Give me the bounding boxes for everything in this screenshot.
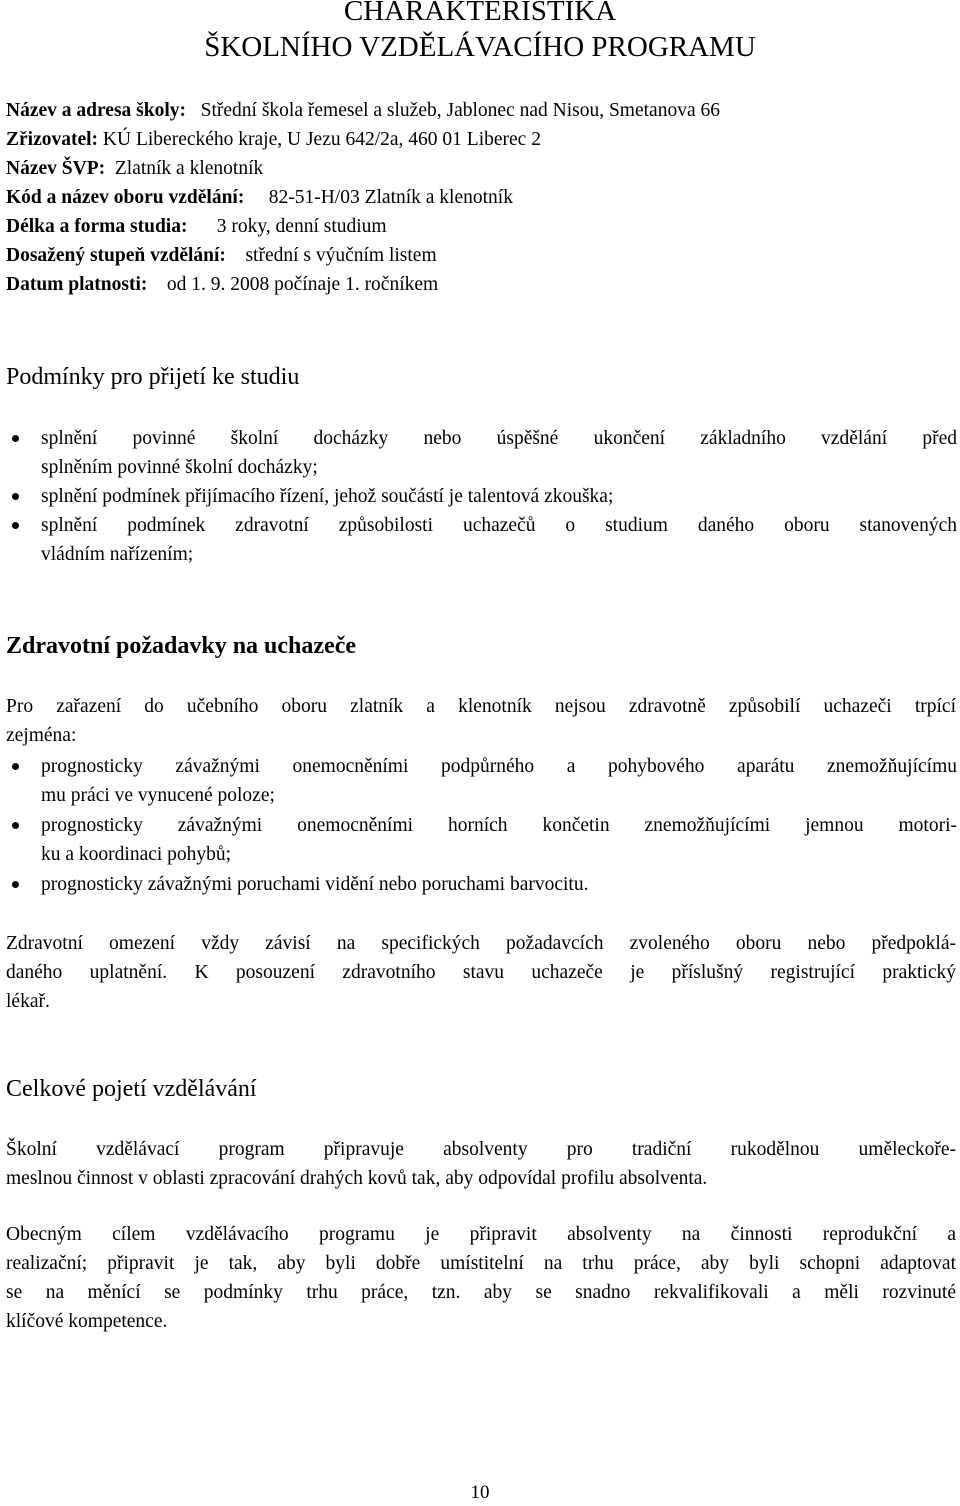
bullet-icon — [12, 522, 19, 529]
bullet-icon — [12, 881, 19, 888]
info-value: Zlatník a klenotník — [114, 158, 264, 179]
concept-paragraph-1: Školní vzdělávací program připravuje absolventy pro tradiční rukodělnou uměleckoře- meslnou činnost v oblasti zpracování drahých kovů tak, aby odpovídal profilu absolventa. — [6, 1139, 956, 1189]
bullet-icon — [12, 822, 19, 829]
document-page: CHARAKTERISTIKA ŠKOLNÍHO VZDĚLÁVACÍHO PROGRAMU Název a adresa školy: Střední škola řemesel a služeb, Jablonec nad Nisou, Smetanova 66 Zřizovatel: KÚ Libereckého kraje, U Jezu 642/2a, 460 01 Liberec 2 Název ŠVP: Zlatník a klenotník Kód a název oboru vzdělání: 82-51-H/03 Zlatník a klenotník Délka a forma studia: 3 roky, denní studium Dosažený stupeň vzdělání: střední s výučním listem Datum platnosti: od 1. 9. 2008 počínaje 1. ročníkem Podmínky pro přijetí ke studiu splnění povinné školní docházky nebo úspěšné ukončení základního vzdělání před splněním povinné školní docházky; splnění podmínek přijímacího řízení, jehož součástí je talentová zkouška; splnění podmínek zdravotní způsobilosti uchazečů o studium daného oboru stanovených vládním nařízením; Zdravotní požadavky na uchazeče Pro zařazení do učebního oboru zlatník a klenotník nejsou zdravotně způsobilí uchazeči trpící zejména: prognosticky závažnými onemocněními podpůrného a pohybového aparátu znemožňujícímu mu práci ve vynucené poloze; prognosticky závažnými onemocněními horních končetin znemožňujícími jemnou motori- ku a koordinaci pohybů; prognosticky závažnými poruchami vidění nebo poruchami barvocitu. Zdravotní omezení vždy závisí na specifických požadavcích zvoleného oboru nebo předpoklá- daného uplatnění. K posouzení zdravotního stavu uchazeče je příslušný registrující praktický lékař. Celkové pojetí vzdělávání Školní vzdělávací program připravuje absolventy pro tradiční rukodělnou uměleckoře- meslnou činnost v oblasti zpracování drahých kovů tak, aby odpovídal profilu absolventa. Obecným cílem vzdělávacího programu je připravit absolventy na činnosti reprodukční a realizační; připravit je tak, aby byli dobře umístitelní na trhu práce, aby byli schopni adaptovat se na měnící se podmínky trhu práce, tzn. aby se snadno rekvalifikovali a měli rozvinuté klíčové kompetence. 10 — [0, 0, 960, 1506]
info-row-study-length — [6, 215, 387, 239]
section-heading-concept: Celkové pojetí vzdělávání — [6, 1076, 257, 1102]
bullet-icon — [12, 763, 19, 770]
info-value: střední s výučním listem — [245, 245, 437, 266]
bullet-icon — [12, 493, 19, 500]
info-row-degree — [6, 244, 437, 268]
info-value: 82-51-H/03 Zlatník a klenotník — [268, 187, 513, 208]
info-value: 3 roky, denní studium — [216, 216, 387, 237]
info-row-field-code — [6, 186, 513, 210]
document-title-line1: CHARAKTERISTIKA — [343, 0, 617, 27]
info-row-founder — [6, 128, 541, 152]
health-note: Zdravotní omezení vždy závisí na specifických požadavcích zvoleného oboru nebo předpoklá- daného uplatnění. K posouzení zdravotního stavu uchazeče je příslušný registrující praktický lékař. — [6, 933, 956, 1012]
concept-paragraph-2: Obecným cílem vzdělávacího programu je připravit absolventy na činnosti reprodukční a realizační; připravit je tak, aby byli dobře umístitelní na trhu práce, aby byli schopni adaptovat se na měnící se podmínky trhu práce, tzn. aby se snadno rekvalifikovali a měli rozvinuté klíčové kompetence. — [6, 1224, 956, 1332]
info-label: Datum platnosti: — [6, 274, 148, 295]
info-row-school — [6, 99, 720, 123]
info-label: Délka a forma studia: — [6, 216, 188, 237]
info-label: Kód a název oboru vzdělání: — [6, 187, 245, 208]
info-label: Název a adresa školy: — [6, 100, 187, 121]
info-value: KÚ Libereckého kraje, U Jezu 642/2a, 460 01 Liberec 2 — [102, 129, 541, 150]
section-heading-admission: Podmínky pro přijetí ke studiu — [6, 364, 300, 390]
page-number: 10 — [470, 1482, 490, 1503]
document-title-line2: ŠKOLNÍHO VZDĚLÁVACÍHO PROGRAMU — [204, 31, 756, 63]
health-intro: Pro zařazení do učebního oboru zlatník a klenotník nejsou zdravotně způsobilí uchazeči trpící zejména: — [6, 696, 956, 746]
bullet-icon — [12, 435, 19, 442]
info-row-validity — [6, 273, 438, 297]
section-heading-health: Zdravotní požadavky na uchazeče — [6, 633, 357, 659]
info-row-svp-name — [6, 157, 263, 181]
info-value: od 1. 9. 2008 počínaje 1. ročníkem — [166, 274, 439, 295]
info-label: Dosažený stupeň vzdělání: — [6, 245, 226, 266]
info-label: Název ŠVP: — [6, 158, 106, 179]
info-label: Zřizovatel: — [6, 129, 99, 150]
info-value: Střední škola řemesel a služeb, Jablonec nad Nisou, Smetanova 66 — [200, 100, 720, 121]
